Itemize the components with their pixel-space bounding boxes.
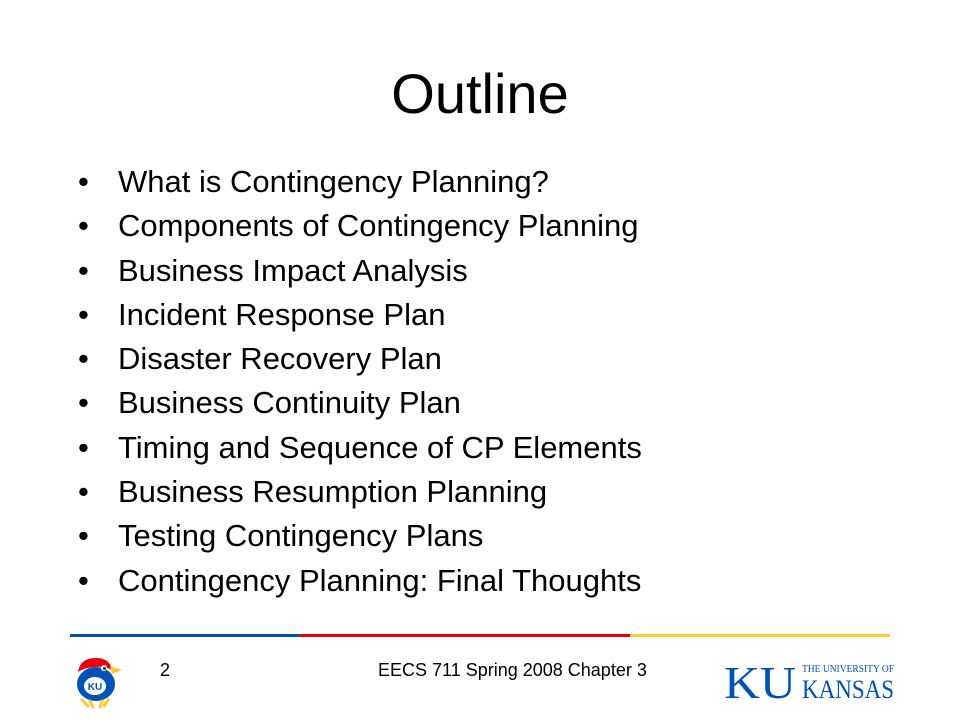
list-item bbox=[78, 470, 642, 514]
bullet-icon: • bbox=[78, 562, 89, 598]
list-item bbox=[78, 559, 642, 603]
slide-title: Outline bbox=[391, 62, 569, 125]
bullet-text: Contingency Planning: Final Thoughts bbox=[118, 562, 642, 598]
bullet-icon: • bbox=[78, 474, 89, 510]
bullet-text: Incident Response Plan bbox=[118, 296, 446, 332]
bullet-icon: • bbox=[78, 164, 89, 199]
bullet-text: Disaster Recovery Plan bbox=[118, 341, 442, 377]
bullet-list bbox=[78, 160, 642, 603]
bullet-text: Components of Contingency Planning bbox=[118, 208, 639, 244]
logo-kansas: KANSAS bbox=[802, 675, 894, 704]
ku-logo-icon bbox=[724, 656, 896, 708]
jayhawk-icon bbox=[66, 650, 124, 708]
bullet-icon: • bbox=[78, 429, 89, 465]
page-number: 2 bbox=[160, 660, 171, 680]
bullet-text: Business Resumption Planning bbox=[118, 474, 548, 510]
logo-university-of: THE UNIVERSITY OF bbox=[802, 663, 894, 675]
bullet-icon: • bbox=[78, 252, 89, 288]
bullet-icon: • bbox=[78, 341, 89, 377]
bullet-text: Timing and Sequence of CP Elements bbox=[118, 429, 642, 465]
logo-ku-letters: KU bbox=[724, 657, 796, 708]
bullet-text: Business Impact Analysis bbox=[118, 252, 468, 288]
divider-red-segment bbox=[300, 634, 630, 637]
bullet-text: Testing Contingency Plans bbox=[118, 518, 484, 554]
list-item bbox=[78, 381, 642, 425]
footer-divider bbox=[70, 634, 890, 637]
bullet-text: Business Continuity Plan bbox=[118, 385, 461, 421]
divider-blue-segment bbox=[70, 634, 300, 637]
list-item bbox=[78, 337, 642, 381]
list-item bbox=[78, 514, 642, 558]
jayhawk-label: KU bbox=[87, 682, 103, 693]
course-footer: EECS 711 Spring 2008 Chapter 3 bbox=[378, 660, 647, 680]
list-item bbox=[78, 249, 642, 293]
list-item bbox=[78, 204, 642, 248]
divider-yellow-segment bbox=[630, 634, 890, 637]
bullet-icon: • bbox=[78, 296, 89, 332]
list-item bbox=[78, 426, 642, 470]
bullet-text: What is Contingency Planning? bbox=[118, 164, 549, 199]
bullet-icon: • bbox=[78, 385, 89, 421]
list-item bbox=[78, 160, 642, 204]
list-item bbox=[78, 293, 642, 337]
bullet-icon: • bbox=[78, 208, 89, 244]
bullet-icon: • bbox=[78, 518, 89, 554]
